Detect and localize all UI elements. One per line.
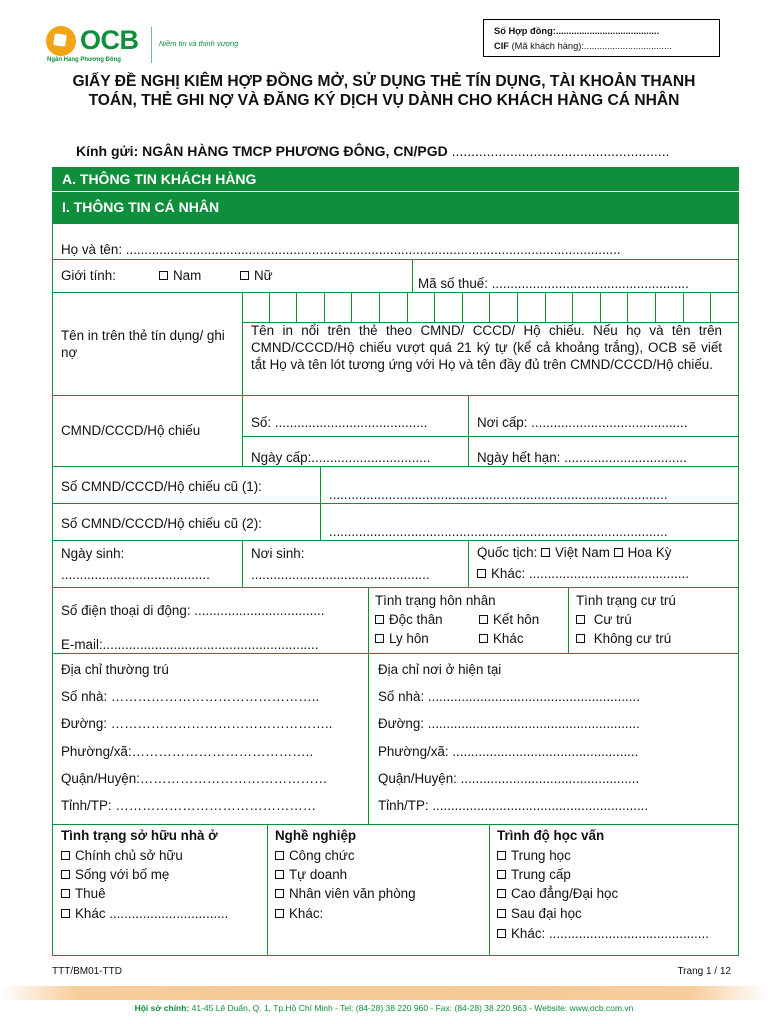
marital-other-option[interactable]: Khác: [479, 631, 524, 646]
old-id-1-label: Số CMND/CCCD/Hộ chiếu cũ (1):: [61, 479, 262, 494]
name-cell[interactable]: [463, 293, 491, 322]
name-cell[interactable]: [297, 293, 325, 322]
issue-date-field[interactable]: Ngày cấp:................................: [251, 450, 431, 465]
tax-code-field[interactable]: Mã số thuế: .....................................................: [418, 276, 689, 291]
name-cell[interactable]: [684, 293, 712, 322]
email-field[interactable]: E-mail:..........................................................: [61, 637, 319, 652]
checkbox-icon[interactable]: [61, 851, 70, 860]
occupation-option[interactable]: Khác:: [275, 906, 323, 921]
name-cell[interactable]: [628, 293, 656, 322]
name-cell[interactable]: [601, 293, 629, 322]
name-cell[interactable]: [435, 293, 463, 322]
name-cell[interactable]: [490, 293, 518, 322]
current-house-field[interactable]: Số nhà: .........................................................: [378, 689, 640, 704]
permanent-street-field[interactable]: Đường: …………………………………………..: [61, 716, 333, 731]
checkbox-icon[interactable]: [240, 271, 249, 280]
occupation-option[interactable]: Tự doanh: [275, 867, 347, 882]
birth-date-field[interactable]: ........................................: [61, 567, 210, 582]
education-option[interactable]: Cao đẳng/Đại học: [497, 886, 618, 901]
logo-subtitle: Ngân Hàng Phương Đông: [47, 57, 121, 63]
footer-band: [0, 986, 768, 1000]
id-number-field[interactable]: Số: .........................................: [251, 415, 428, 430]
permanent-house-field[interactable]: Số nhà: ………………………………………..: [61, 689, 320, 704]
birth-place-label: Nơi sinh:: [251, 546, 305, 561]
checkbox-icon[interactable]: [61, 870, 70, 879]
checkbox-icon[interactable]: [497, 870, 506, 879]
checkbox-icon[interactable]: [477, 569, 486, 578]
checkbox-icon[interactable]: [275, 851, 284, 860]
gender-female-option[interactable]: Nữ: [240, 268, 273, 283]
name-cell[interactable]: [352, 293, 380, 322]
name-cell[interactable]: [380, 293, 408, 322]
gender-label: Giới tính:: [61, 268, 116, 283]
current-ward-field[interactable]: Phường/xã: ..................................................: [378, 744, 639, 759]
checkbox-icon[interactable]: [275, 889, 284, 898]
checkbox-icon[interactable]: [576, 615, 585, 624]
education-title: Trình độ học vấn: [497, 828, 605, 843]
name-cell[interactable]: [656, 293, 684, 322]
contract-box: [483, 19, 720, 57]
checkbox-icon[interactable]: [576, 634, 585, 643]
housing-option[interactable]: Khác ................................: [61, 906, 228, 921]
birth-date-label: Ngày sinh:: [61, 546, 125, 561]
current-city-field[interactable]: Tỉnh/TP: ..........................................................: [378, 798, 649, 813]
logo-slogan: Niềm tin và thịnh vượng: [159, 39, 239, 48]
permanent-district-field[interactable]: Quận/Huyện:……………………………………: [61, 771, 328, 786]
checkbox-icon[interactable]: [375, 634, 384, 643]
education-option[interactable]: Khác: ...........................................: [497, 926, 709, 941]
checkbox-icon[interactable]: [275, 909, 284, 918]
logo-name: OCB: [80, 25, 139, 55]
name-cell[interactable]: [270, 293, 298, 322]
education-option[interactable]: Trung cấp: [497, 867, 571, 882]
gender-male-option[interactable]: Nam: [159, 268, 201, 283]
old-id-1-field[interactable]: ...........................................................................................: [329, 487, 668, 502]
section-a-header: A. THÔNG TIN KHÁCH HÀNG: [52, 167, 739, 191]
old-id-2-label: Số CMND/CCCD/Hộ chiếu cũ (2):: [61, 516, 262, 531]
card-name-note: Tên in nổi trên thẻ theo CMND/ CCCD/ Hộ chiếu. Nếu họ và tên trên CMND/CCCD/Hộ chiếu vượt quá 21 ký tự (kể cả khoảng trắng), OCB sẽ viết tắt Họ và tên lót tương ứng với Họ và tên đầy đủ trên CMND/CCCD/Hộ chiếu.: [251, 323, 722, 372]
permanent-address-label: Địa chỉ thường trú: [61, 662, 169, 677]
housing-option[interactable]: Chính chủ sở hữu: [61, 848, 183, 863]
checkbox-icon[interactable]: [479, 615, 488, 624]
expiry-date-field[interactable]: Ngày hết hạn: .................................: [477, 450, 687, 465]
phone-field[interactable]: Số điện thoại di động: ...................................: [61, 603, 325, 618]
occupation-option[interactable]: Công chức: [275, 848, 355, 863]
education-option[interactable]: Trung học: [497, 848, 571, 863]
name-cell[interactable]: [242, 293, 270, 322]
current-address-label: Địa chỉ nơi ở hiện tại: [378, 662, 502, 677]
old-id-2-field[interactable]: ...........................................................................................: [329, 524, 668, 539]
section-i-header: I. THÔNG TIN CÁ NHÂN: [52, 192, 739, 224]
checkbox-icon[interactable]: [497, 909, 506, 918]
card-name-label: Tên in trên thẻ tín dụng/ ghi nợ: [61, 328, 225, 360]
name-cell[interactable]: [408, 293, 436, 322]
resident-option[interactable]: Cư trú: [576, 612, 632, 627]
checkbox-icon[interactable]: [159, 271, 168, 280]
contract-number[interactable]: Số Hợp đồng:........................................: [494, 26, 660, 36]
name-cell[interactable]: [325, 293, 353, 322]
name-cell[interactable]: [573, 293, 601, 322]
footer-address: Hội sở chính: 41-45 Lê Duẩn, Q. 1, Tp.Hồ Chí Minh - Tel: (84-28) 38 220 960 - Fax: (84-28) 38 220 963 - Website: www.ocb.com.vn: [134, 1003, 634, 1013]
name-cell[interactable]: [518, 293, 546, 322]
page-number: Trang 1 / 12: [677, 966, 731, 977]
single-option[interactable]: Độc thân: [375, 612, 443, 627]
nationality-other[interactable]: Khác: ...........................................: [477, 566, 689, 581]
birth-place-field[interactable]: ................................................: [251, 567, 430, 582]
residency-label: Tình trạng cư trú: [576, 593, 676, 608]
checkbox-icon[interactable]: [375, 615, 384, 624]
name-cell[interactable]: [546, 293, 574, 322]
divorced-option[interactable]: Ly hôn: [375, 631, 429, 646]
checkbox-icon[interactable]: [275, 870, 284, 879]
id-label: CMND/CCCD/Hộ chiếu: [61, 423, 201, 438]
occupation-title: Nghề nghiệp: [275, 828, 357, 843]
recipient-line: Kính gửi: NGÂN HÀNG TMCP PHƯƠNG ĐÔNG, CN/PGD ........................................................: [76, 143, 670, 159]
checkbox-icon[interactable]: [497, 889, 506, 898]
checkbox-icon[interactable]: [497, 851, 506, 860]
checkbox-icon[interactable]: [497, 929, 506, 938]
checkbox-icon[interactable]: [541, 548, 550, 557]
full-name-field[interactable]: Họ và tên: .....................................................................................................................................: [61, 242, 621, 257]
housing-option[interactable]: Sống với bố mẹ: [61, 867, 169, 882]
housing-title: Tình trạng sở hữu nhà ở: [61, 828, 218, 843]
ocb-logo-icon: [46, 26, 76, 56]
non-resident-option[interactable]: Không cư trú: [576, 631, 671, 646]
logo-divider: [151, 27, 152, 63]
checkbox-icon[interactable]: [614, 548, 623, 557]
married-option[interactable]: Kết hôn: [479, 612, 539, 627]
checkbox-icon[interactable]: [479, 634, 488, 643]
form-code: TTT/BM01-TTD: [52, 966, 122, 977]
checkbox-icon[interactable]: [61, 889, 70, 898]
occupation-option[interactable]: Nhân viên văn phòng: [275, 886, 416, 901]
document-title: GIẤY ĐỀ NGHỊ KIÊM HỢP ĐỒNG MỞ, SỬ DỤNG THẺ TÍN DỤNG, TÀI KHOẢN THANH TOÁN, THẺ GHI NỢ VÀ ĐĂNG KÝ DỊCH VỤ DÀNH CHO KHÁCH HÀNG CÁ NHÂN: [72, 73, 696, 109]
permanent-city-field[interactable]: Tỉnh/TP: ………………………………………: [61, 798, 317, 813]
housing-option[interactable]: Thuê: [61, 886, 106, 901]
nationality-row: Quốc tịch: Việt Nam Hoa Kỳ: [477, 545, 672, 560]
current-street-field[interactable]: Đường: .........................................................: [378, 716, 640, 731]
cif-field[interactable]: CIF (Mã khách hàng):..................................: [494, 41, 672, 51]
education-option[interactable]: Sau đại học: [497, 906, 582, 921]
current-district-field[interactable]: Quận/Huyện: ................................................: [378, 771, 640, 786]
marital-status-label: Tình trạng hôn nhân: [375, 593, 496, 608]
issue-place-field[interactable]: Nơi cấp: ..........................................: [477, 415, 688, 430]
checkbox-icon[interactable]: [61, 909, 70, 918]
permanent-ward-field[interactable]: Phường/xã:…………………………………..: [61, 744, 314, 759]
